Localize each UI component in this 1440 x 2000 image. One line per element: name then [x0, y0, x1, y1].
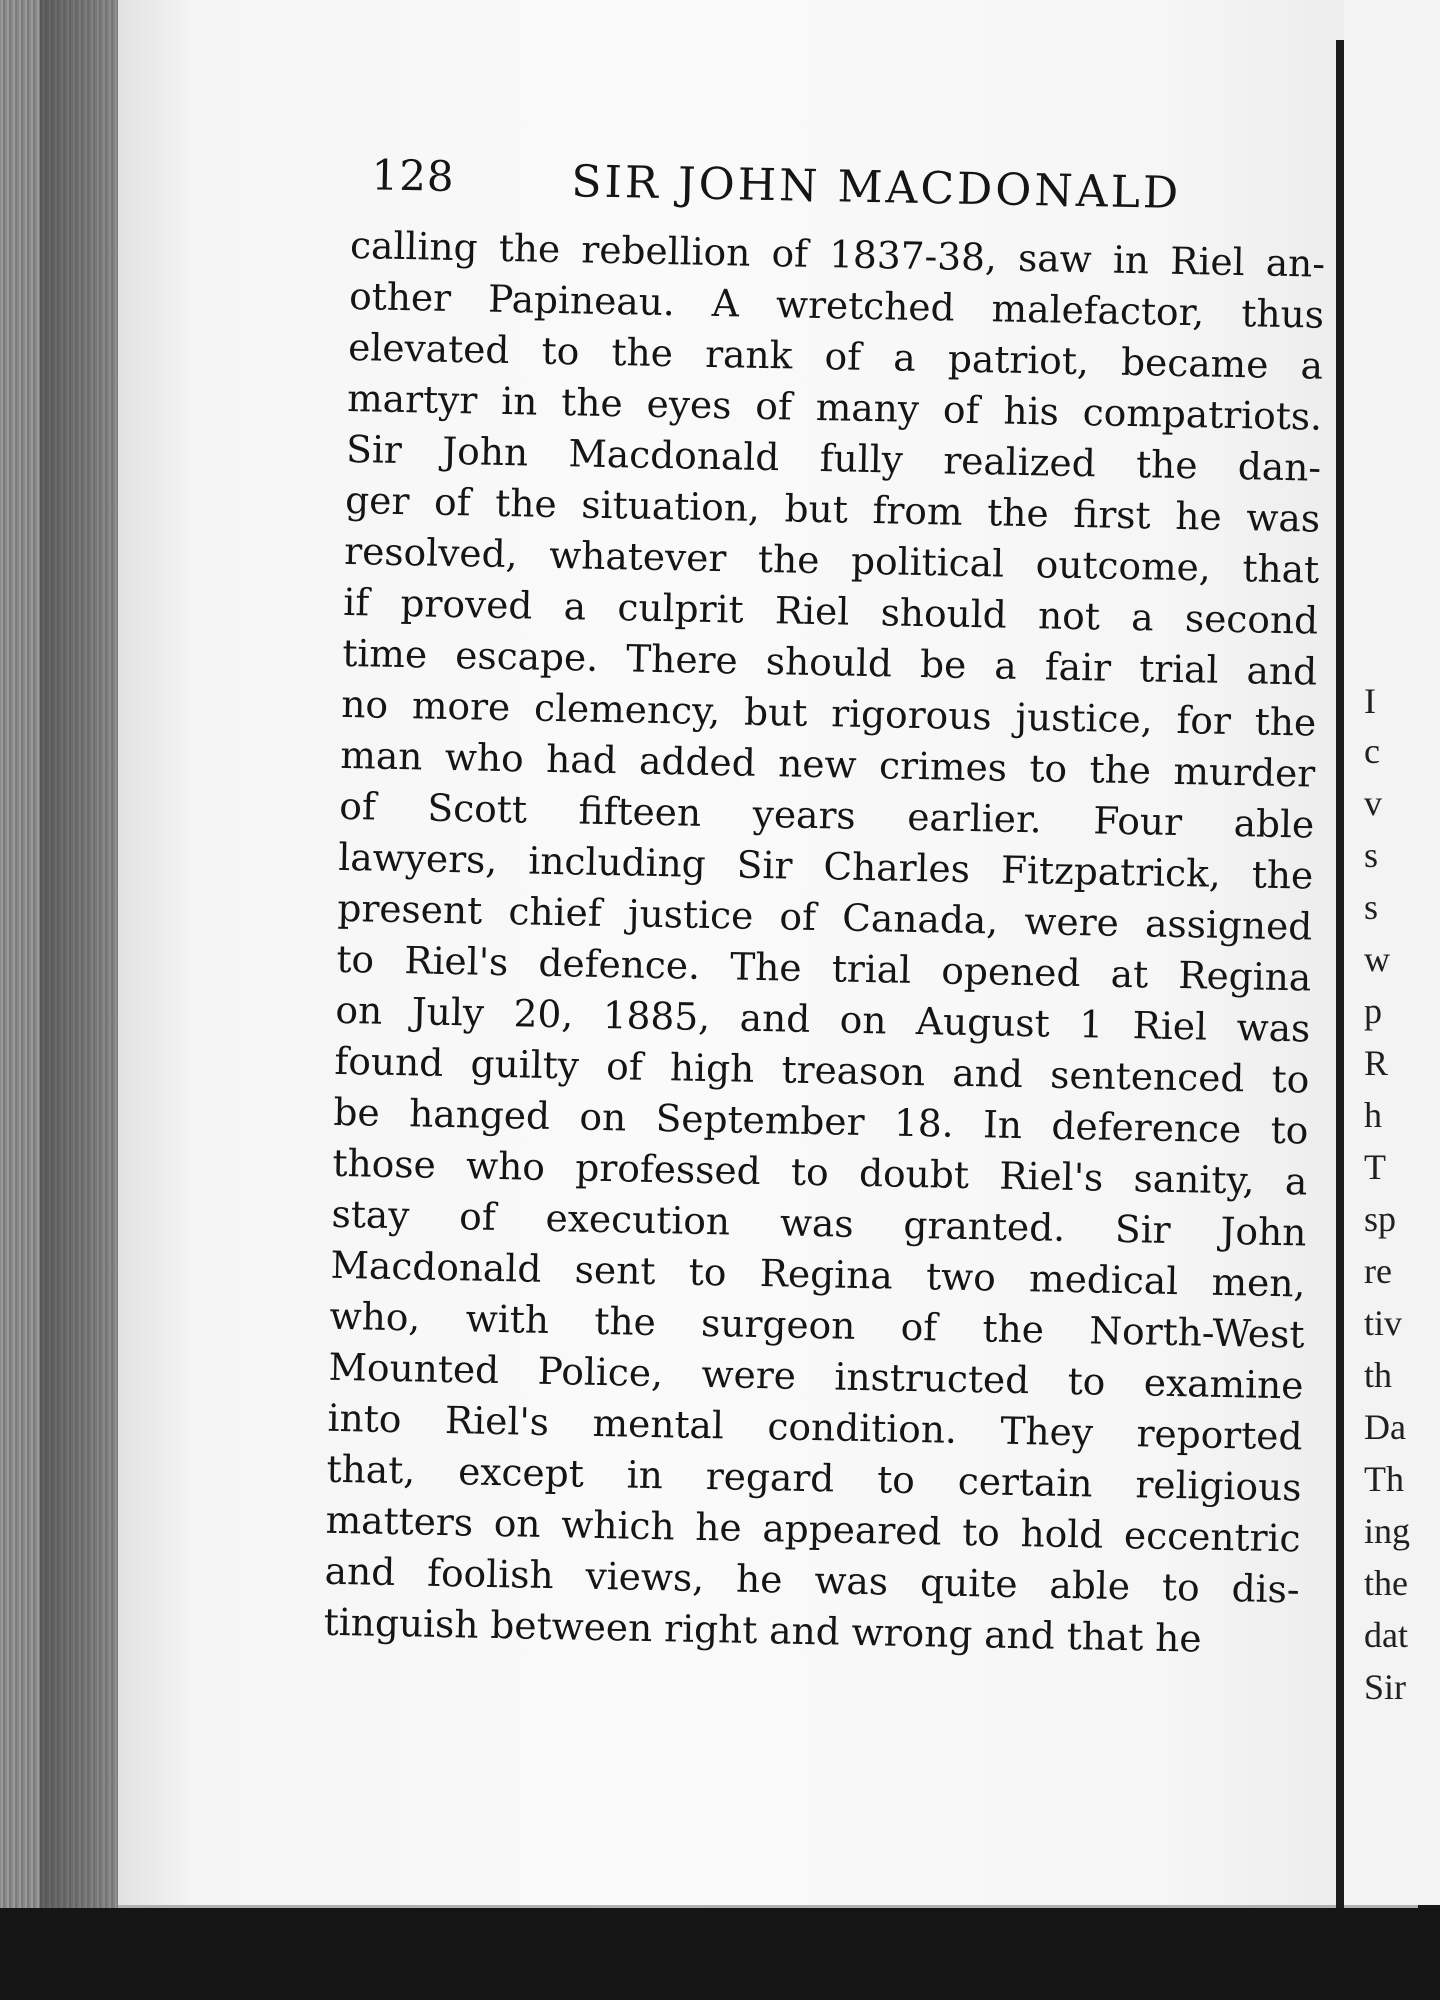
- facing-page-fragment: p: [1364, 991, 1382, 1031]
- facing-page-fragment: c: [1364, 731, 1380, 771]
- text-line: resolved, whatever the political outcome, that: [343, 528, 1320, 592]
- text-line: of Scott fifteen years earlier. Four able: [338, 783, 1315, 847]
- facing-page-fragment: the: [1364, 1563, 1408, 1603]
- text-line: other Papineau. A wretched malefactor, thus: [348, 273, 1325, 337]
- facing-page-fragment: w: [1364, 939, 1390, 979]
- text-line: be hanged on September 18. In deference to: [333, 1089, 1309, 1153]
- text-line: found guilty of high treason and sentenced to: [334, 1038, 1310, 1102]
- text-line: Sir John Macdonald fully realized the dan-: [345, 426, 1322, 490]
- text-line: no more clemency, but rigorous justice, for the: [340, 681, 1317, 745]
- facing-page-fragment: h: [1364, 1095, 1382, 1135]
- body-text: [323, 220, 1325, 1666]
- text-line: man who had added new crimes to the murder: [339, 732, 1316, 796]
- facing-page: [1344, 0, 1440, 1905]
- background-below-book: [0, 1908, 1440, 2000]
- facing-page-fragment: Da: [1364, 1407, 1406, 1447]
- facing-page-fragment: Sir: [1364, 1667, 1407, 1707]
- text-line: on July 20, 1885, and on August 1 Riel was: [335, 987, 1311, 1051]
- text-line: time escape. There should be a fair trial and: [341, 630, 1318, 694]
- facing-page-fragment: I: [1364, 681, 1376, 721]
- facing-page-fragment: s: [1364, 887, 1379, 927]
- facing-page-fragment: v: [1364, 783, 1382, 823]
- facing-page-fragment: R: [1364, 1043, 1389, 1083]
- text-line: who, with the surgeon of the North-West: [329, 1293, 1305, 1357]
- text-line: lawyers, including Sir Charles Fitzpatrick, the: [338, 834, 1314, 898]
- facing-page-fragment: s: [1364, 835, 1379, 875]
- book-gutter: [1336, 40, 1344, 1920]
- text-line: that, except in regard to certain religious: [326, 1446, 1302, 1510]
- facing-page-fragment: ing: [1364, 1511, 1411, 1551]
- text-line: elevated to the rank of a patriot, became a: [347, 324, 1324, 388]
- facing-page-fragment: tiv: [1364, 1303, 1403, 1343]
- text-line: to Riel's defence. The trial opened at Regina: [336, 936, 1312, 1000]
- text-line: and foolish views, he was quite able to dis-: [324, 1548, 1300, 1612]
- running-head: SIR JOHN MACDONALD: [570, 156, 1182, 219]
- page-text-block: [323, 150, 1327, 1666]
- text-line: matters on which he appeared to hold eccentric: [325, 1497, 1301, 1561]
- facing-page-fragment: re: [1364, 1251, 1392, 1291]
- text-line: into Riel's mental condition. They reported: [327, 1395, 1303, 1459]
- text-line: Mounted Police, were instructed to examine: [328, 1344, 1304, 1408]
- text-line: tinguish between right and wrong and that he: [323, 1599, 1203, 1661]
- text-line: present chief justice of Canada, were assigned: [337, 885, 1313, 949]
- facing-page-fragment: sp: [1364, 1199, 1397, 1239]
- facing-page-fragment: th: [1364, 1355, 1393, 1395]
- text-line: calling the rebellion of 1837-38, saw in Riel an-: [349, 222, 1326, 286]
- page-number: 128: [371, 150, 456, 201]
- text-line: Macdonald sent to Regina two medical men,: [330, 1242, 1306, 1306]
- text-line: martyr in the eyes of many of his compatriots.: [346, 375, 1323, 439]
- facing-page-fragment: T: [1364, 1147, 1386, 1187]
- facing-page-fragment: dat: [1364, 1615, 1408, 1655]
- text-line: those who professed to doubt Riel's sanity, a: [332, 1140, 1308, 1204]
- facing-page-fragment: Th: [1364, 1459, 1404, 1499]
- text-line: ger of the situation, but from the first he was: [344, 477, 1321, 541]
- text-line: stay of execution was granted. Sir John: [331, 1191, 1307, 1255]
- text-line: if proved a culprit Riel should not a second: [342, 579, 1319, 643]
